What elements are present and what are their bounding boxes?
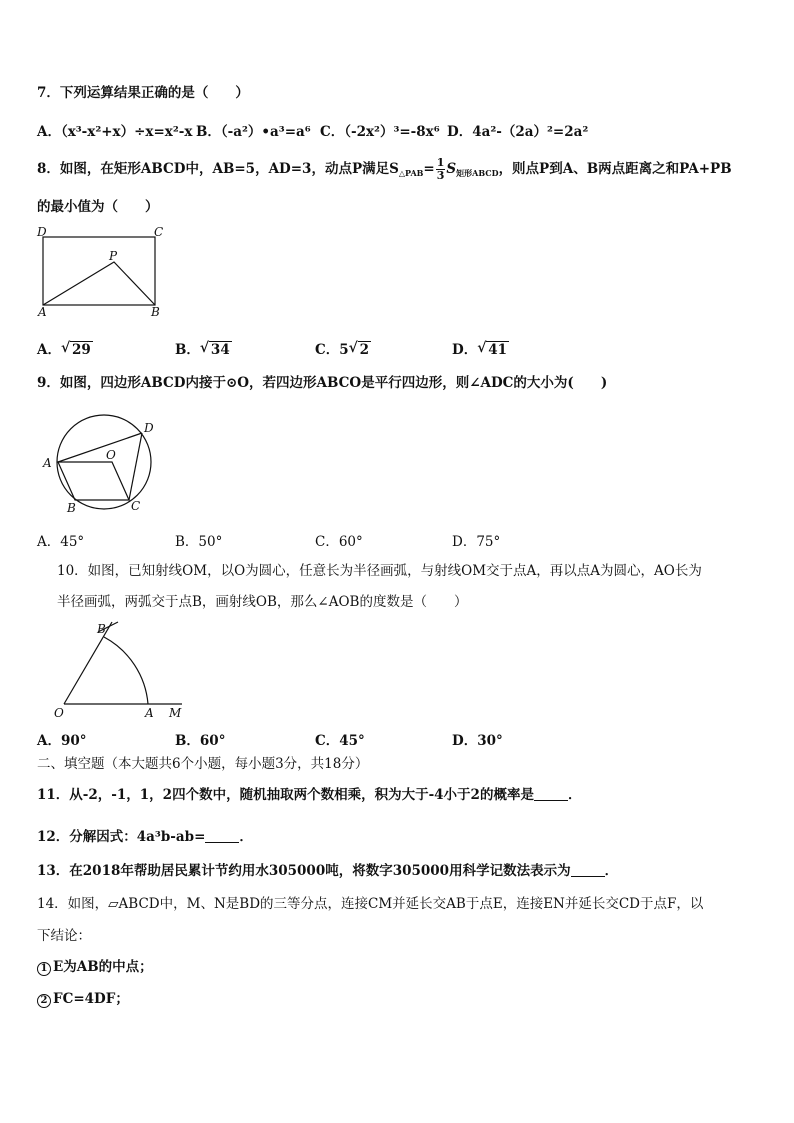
q8-option-b: B． √ 34 [175,340,230,358]
q8-option-d: D． √ 41 [452,340,508,358]
q10-stem-line2: 半径画弧，两弧交于点B，画射线OB，那么∠AOB的度数是（ ） [57,594,468,610]
q7-option-c: C．（-2x²）³=-8x⁶ [320,124,440,140]
q9-label-a: A [43,456,52,470]
q8-label-c: C [154,225,164,239]
q9-circle-figure [38,413,160,517]
q10-stem-line1: 10．如图，已知射线OM，以O为圆心，任意长为半径画弧，与射线OM交于点A，再以点A为圆心，AO长为 [57,563,702,579]
q12-answer-blank [205,830,239,843]
q10-label-a: A [145,706,154,720]
q12-stem: 12．分解因式：4a³b-ab= ． [37,829,253,845]
q10-angle-figure [52,614,188,722]
q8-label-p: P [109,249,118,263]
q8-option-a: A． √ 29 [37,340,91,358]
q14-conclusion-2: 2 FC=4DF； [37,990,129,1008]
q9-label-o: O [106,448,116,462]
q10-option-d: D．30° [452,733,503,749]
q10-label-b: B [97,622,106,636]
q9-option-b: B．50° [175,534,223,550]
q9-label-b: B [67,501,76,515]
q10-option-a: A．90° [37,733,87,749]
q10-label-m: M [169,706,182,720]
q8-rectangle-figure [34,224,174,320]
q14-stem-line2: 下结论： [37,928,91,944]
q8-label-d: D [37,225,47,239]
q11-answer-blank [534,788,568,801]
q8-option-c: C．5 √ 2 [315,340,370,358]
q14-stem-line1: 14．如图，▱ABCD中，M、N是BD的三等分点，连接CM并延长交AB于点E，连接EN并延长交CD于点F，以 [37,896,704,912]
q8-label-b: B [151,305,160,319]
q9-label-d: D [144,421,154,435]
q10-label-o: O [54,706,64,720]
q7-stem: 7．下列运算结果正确的是（ ） [37,85,249,101]
q13-answer-blank [571,864,605,877]
section-heading: 二、填空题（本大题共6个小题，每小题3分，共18分） [37,756,369,772]
q8-stem-line2: 的最小值为（ ） [37,199,159,215]
q13-stem: 13．在2018年帮助居民累计节约用水305000吨，将数字305000用科学记数法表示为 ． [37,863,619,879]
q14-conclusion-1: 1 E为AB的中点； [37,958,153,976]
q9-label-c: C [131,499,141,513]
q7-option-d: D．4a²-（2a）²=2a² [447,124,589,140]
q10-option-c: C．45° [315,733,365,749]
q7-option-a: A．（x³-x²+x）÷x=x²-x [37,124,193,140]
q7-option-b: B．（-a²）•a³=a⁶ [196,124,311,140]
q8-fraction: $\frac{1}{3}$ [436,156,445,182]
q9-stem: 9．如图，四边形ABCD内接于⊙O，若四边形ABCO是平行四边形，则∠ADC的大小为( ) [37,375,608,391]
q11-stem: 11．从-2，-1，1，2四个数中，随机抽取两个数相乘，积为大于-4小于2的概率是 ． [37,787,582,803]
q9-option-c: C．60° [315,534,363,550]
q9-option-d: D．75° [452,534,501,550]
q8-label-a: A [38,305,47,319]
q10-option-b: B．60° [175,733,226,749]
q9-option-a: A．45° [37,534,85,550]
q8-stem: 8．如图，在矩形ABCD中，AB=5，AD=3，动点P满足$S_{\triangle PAB}=$ $\frac{1}{3}$ $S_{矩形ABCD}$，则点P到A、B两点距离之和PA+PB [37,156,732,182]
